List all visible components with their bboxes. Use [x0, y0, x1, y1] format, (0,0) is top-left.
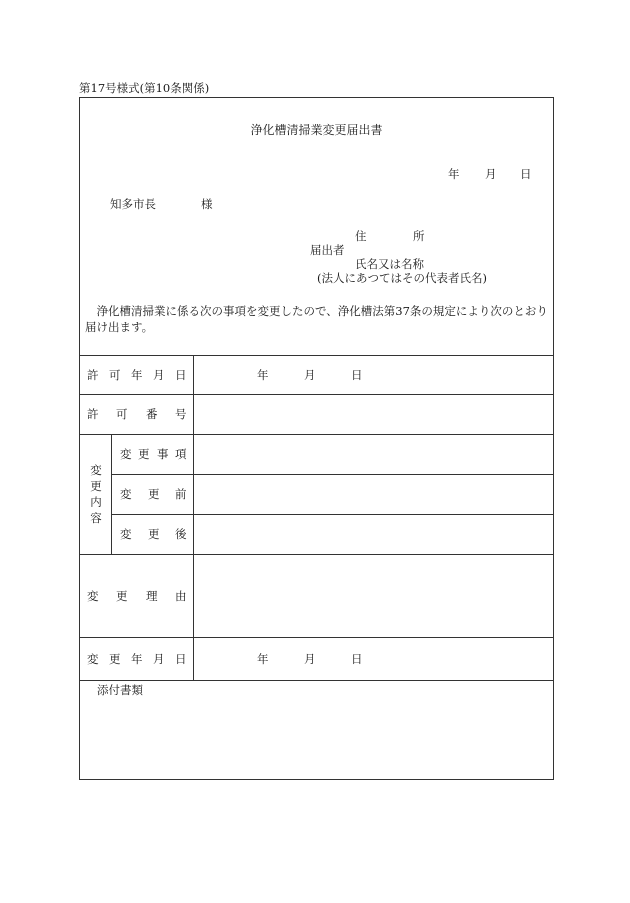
label-column-divider [193, 355, 194, 680]
change-month: 月 [304, 652, 316, 666]
row-label-char: 項 [175, 447, 187, 461]
row-label-char: 番 [146, 407, 158, 421]
row-label-char: 許 [87, 368, 99, 382]
row-label-char: 変 [87, 589, 99, 603]
row-label-char: 変 [120, 487, 132, 501]
permit-day: 日 [351, 368, 363, 382]
row-label-char: 日 [175, 652, 187, 666]
row-label-char: 年 [131, 368, 143, 382]
attachments-label: 添付書類 [97, 683, 143, 697]
row-label-char: 月 [153, 652, 165, 666]
row-label-char: 年 [131, 652, 143, 666]
change-day: 日 [351, 652, 363, 666]
row-label-char: 日 [175, 368, 187, 382]
change-year: 年 [257, 652, 269, 666]
row-label-char: 可 [116, 407, 128, 421]
row-label-char: 更 [138, 447, 150, 461]
group-label-divider [111, 434, 112, 554]
row-label-char: 前 [175, 487, 187, 501]
row-divider [80, 680, 553, 681]
table-top-border [80, 355, 553, 356]
row-label-char: 号 [175, 407, 187, 421]
date-day: 日 [520, 167, 532, 181]
statement-text: 浄化槽清掃業に係る次の事項を変更したので、浄化槽法第37条の規定により次のとおり届け出ます。 [85, 304, 548, 334]
form-title: 浄化槽清掃業変更届出書 [250, 123, 383, 137]
row-label-char: 更 [109, 652, 121, 666]
date-month: 月 [485, 167, 497, 181]
row-label-char: 後 [175, 527, 187, 541]
row-label-char: 変 [87, 652, 99, 666]
row-label-char: 理 [146, 589, 158, 603]
row-label-char: 更 [116, 589, 128, 603]
row-label-char: 許 [87, 407, 99, 421]
notifier-label: 届出者 [310, 243, 345, 257]
row-label-char: 月 [153, 368, 165, 382]
row-label-char: 更 [148, 487, 160, 501]
notification-form [79, 97, 554, 780]
row-label-char: 事 [157, 447, 169, 461]
row-divider [80, 637, 553, 638]
row-divider [80, 554, 553, 555]
address-label-2: 所 [413, 229, 425, 243]
row-label-char: 更 [148, 527, 160, 541]
form-number-label: 第17号様式(第10条関係) [79, 81, 210, 95]
row-divider [80, 434, 553, 435]
row-label-char: 変 [120, 447, 132, 461]
addressee-honorific: 様 [201, 197, 213, 211]
permit-month: 月 [304, 368, 316, 382]
name-label: 氏名又は名称 [355, 257, 424, 271]
row-label-char: 可 [109, 368, 121, 382]
row-label-char: 由 [175, 589, 187, 603]
address-label-1: 住 [355, 229, 367, 243]
row-divider [80, 394, 553, 395]
name-note: (法人にあつてはその代表者氏名) [317, 271, 487, 285]
row-divider [111, 514, 553, 515]
change-content-group-label: 変更内容 [90, 463, 102, 525]
row-divider [111, 474, 553, 475]
date-year: 年 [448, 167, 460, 181]
row-label-char: 変 [120, 527, 132, 541]
addressee-name: 知多市長 [110, 197, 156, 211]
permit-year: 年 [257, 368, 269, 382]
